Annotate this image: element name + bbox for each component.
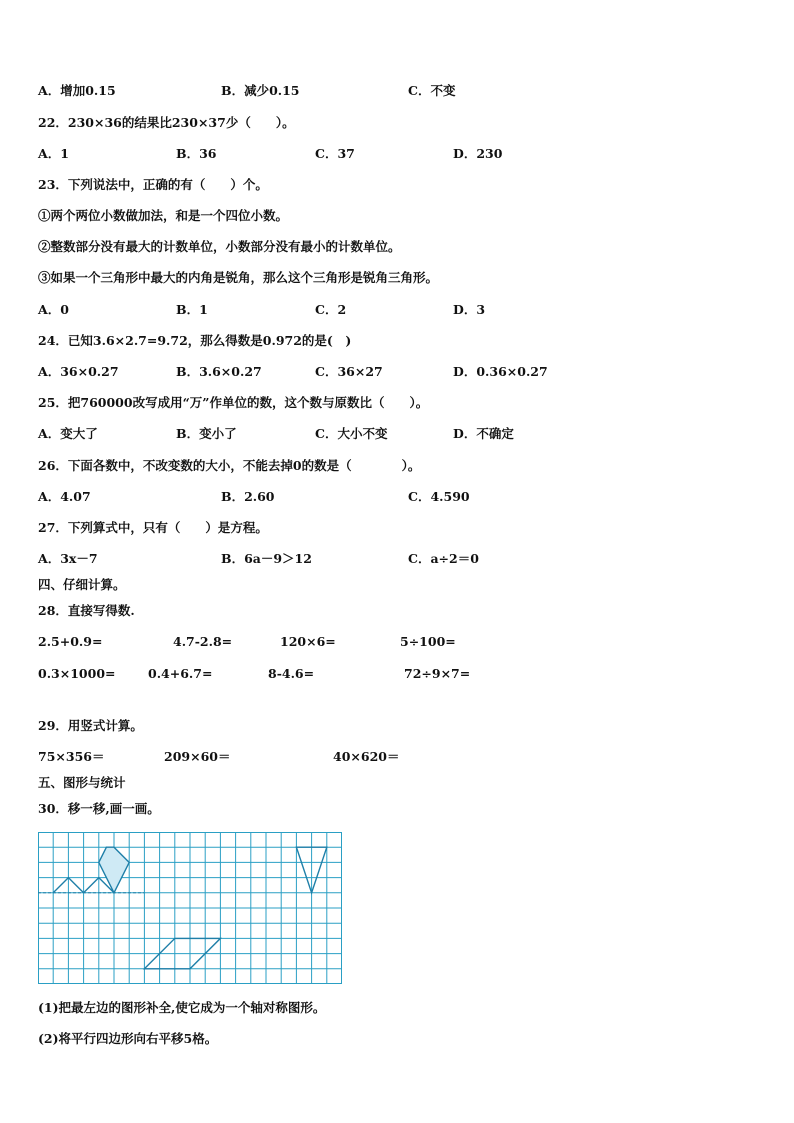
q24-option-a: A．36×0.27 <box>38 364 119 379</box>
q28-item: 8-4.6= <box>268 666 315 681</box>
q25-stem: 25．把760000改写成用“万”作单位的数，这个数与原数比（ ）。 <box>38 395 429 410</box>
section-4-title: 四、仔细计算。 <box>38 577 126 592</box>
q29-item: 40×620＝ <box>333 749 400 764</box>
q26-option-b: B．2.60 <box>221 489 275 504</box>
q30-stem: 30．移一移,画一画。 <box>38 801 160 816</box>
q24-option-b: B．3.6×0.27 <box>176 364 262 379</box>
q28-item: 0.4+6.7= <box>148 666 213 681</box>
q23-statement-1: ①两个两位小数做加法，和是一个四位小数。 <box>38 208 289 223</box>
grid-drawing <box>38 832 342 984</box>
q22-option-d: D．230 <box>453 146 503 161</box>
q22-option-b: B．36 <box>176 146 217 161</box>
q28-item: 4.7-2.8= <box>173 634 233 649</box>
q27-option-c: C．a÷2＝0 <box>408 551 479 566</box>
q26-option-a: A．4.07 <box>38 489 91 504</box>
q25-option-c: C．大小不变 <box>315 426 388 441</box>
q29-item: 75×356＝ <box>38 749 105 764</box>
q26-stem: 26．下面各数中，不改变数的大小，不能去掉0的数是（ ）。 <box>38 458 421 473</box>
q22-option-c: C．37 <box>315 146 355 161</box>
q23-statement-3: ③如果一个三角形中最大的内角是锐角，那么这个三角形是锐角三角形。 <box>38 270 439 285</box>
q30-sub-1: (1)把最左边的图形补全,使它成为一个轴对称图形。 <box>38 1000 326 1015</box>
q28-item: 0.3×1000= <box>38 666 116 681</box>
q24-stem: 24．已知3.6×2.7=9.72，那么得数是0.972的是( ) <box>38 333 352 348</box>
q24-option-d: D．0.36×0.27 <box>453 364 548 379</box>
q28-stem: 28．直接写得数. <box>38 603 135 618</box>
q28-item: 2.5+0.9= <box>38 634 103 649</box>
grid-lines <box>38 832 342 984</box>
q23-statement-2: ②整数部分没有最大的计数单位，小数部分没有最小的计数单位。 <box>38 239 401 254</box>
q30-sub-2: (2)将平行四边形向右平移5格。 <box>38 1031 218 1046</box>
q29-item: 209×60＝ <box>164 749 231 764</box>
q23-option-c: C．2 <box>315 302 347 317</box>
q27-stem: 27．下列算式中，只有（ ）是方程。 <box>38 520 268 535</box>
q25-option-d: D．不确定 <box>453 426 514 441</box>
q26-option-c: C．4.590 <box>408 489 470 504</box>
q22-option-a: A．1 <box>38 146 69 161</box>
q25-option-a: A．变大了 <box>38 426 98 441</box>
q25-option-b: B．变小了 <box>176 426 237 441</box>
q27-option-a: A．3x－7 <box>38 551 98 566</box>
q22-stem: 22．230×36的结果比230×37少（ ）。 <box>38 115 295 130</box>
grid-figure <box>38 832 342 984</box>
kite-shape <box>99 847 129 893</box>
q23-stem: 23．下列说法中，正确的有（ ）个。 <box>38 177 268 192</box>
section-5-title: 五、图形与统计 <box>38 775 126 790</box>
q23-option-a: A．0 <box>38 302 69 317</box>
q27-option-b: B．6a－9＞12 <box>221 551 312 566</box>
q28-item: 120×6= <box>280 634 336 649</box>
q23-option-d: D．3 <box>453 302 486 317</box>
q21-option-a: A．增加0.15 <box>38 83 116 98</box>
q21-option-b: B．减少0.15 <box>221 83 300 98</box>
q23-option-b: B．1 <box>176 302 208 317</box>
q29-stem: 29．用竖式计算。 <box>38 718 143 733</box>
q24-option-c: C．36×27 <box>315 364 383 379</box>
q28-item: 5÷100= <box>400 634 456 649</box>
q21-option-c: C．不变 <box>408 83 456 98</box>
q28-item: 72÷9×7= <box>404 666 471 681</box>
